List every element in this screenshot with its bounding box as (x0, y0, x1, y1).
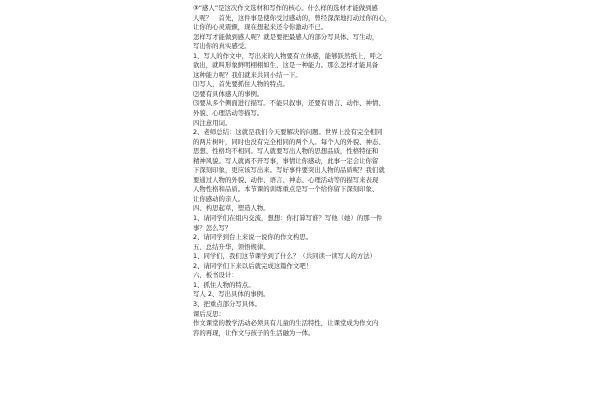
text-line: 欲出，就叫形象鲜明栩栩如生，这是一种能力。那么怎样才能具备 (193, 61, 379, 70)
text-line: ⑴写人，首先要抓住人物的特点。 (193, 80, 289, 89)
text-line: 怎样写才能做到感人呢？就是要把最感人的部分写具体、写生动， (193, 32, 379, 41)
text-line: 思想、性格均不相同。写人就要写出人物的思想品质，性格特征和 (193, 147, 379, 156)
text-line: 写出你的真实感受。 (193, 42, 251, 51)
text-line: ⑵要有具体感人的事例。 (193, 89, 264, 98)
text-line: 事？怎么写？ (193, 223, 232, 232)
text-line: 2、请同学到台上来说一说你的作文构思。 (193, 233, 313, 242)
text-line: ⑶要从多个侧面进行描写。不能只叙事，还要有语言、动作、神情、 (193, 99, 385, 108)
text-line: 六、板书设计： (193, 271, 238, 280)
text-line: 下深刻印象，更应该写出来。写好事件要突出人物的品质呢？我们就 (193, 166, 385, 175)
text-line: 1、请同学们在组内交流，想想：你打算写谁？写他（她）的那一件 (193, 214, 383, 223)
text-line: ③“感人”是这次作文选材和写作的核心。什么样的选材才能做到感 (193, 4, 378, 12)
text-line: 容的再现，让作文与孩子的生活融为一体。 (193, 328, 315, 337)
text-line: 外貌、心理活动等描写。 (193, 109, 264, 118)
text-line: 的两片树叶，同时也没有完全相同的两个人。每个人的外貌、神态、 (193, 137, 385, 146)
document-body (193, 4, 421, 338)
text-line: 让你感动的亲人。 (193, 194, 245, 203)
text-line: 四、构思起草，塑造人物。 (193, 204, 270, 213)
text-line: 课后反思： (193, 309, 225, 318)
text-line: 2、老师总结：这就是我们今天要解决的问题。世界上没有完全相同 (193, 128, 383, 137)
text-line: 四注意用词。 (193, 118, 232, 127)
text-line: 精神风貌。写人就离不开写事，事情让你感动，此事一定会让你留 (193, 156, 379, 165)
text-line: 五、总结升华，领悟规律。 (193, 242, 270, 251)
text-line: 1、同学们，我们这节课学到了什么？（共同读一读写人的方法） (193, 252, 377, 261)
text-line: 这种能力呢？我们就来共同小结一下。 (193, 70, 302, 79)
text-line: 1、写人的作文中，写出来的人物要有立体感，能够跃然纸上，呼之 (193, 51, 383, 60)
text-line: 人呢？ 首先，这件事是使你受过感动的，曾经深深地打动过你的心， (193, 13, 392, 22)
text-line: 要通过人物的外貌、动作、语言、神态、心理活动等的描写来表现 (193, 175, 379, 184)
text-line: 3、把重点部分写具体。 (193, 299, 261, 308)
text-line: 作文课堂的教学活动必须具有儿童的生活特性，让课堂成为作文内 (193, 319, 379, 328)
text-line: 写人 2、写出具体的事例。 (193, 290, 270, 299)
text-line: 人物性格和品质。本节课的训练重点是写一个给你留下深刻印象、 (193, 185, 379, 194)
text-line: 2、请同学们下来以后就完成这篇作文吧！ (193, 261, 313, 270)
text-line: 1、抓住人物的特点。 (193, 280, 255, 289)
text-line: 让你的心灵震颤，现在想起来还令你激动不已。 (193, 23, 328, 32)
